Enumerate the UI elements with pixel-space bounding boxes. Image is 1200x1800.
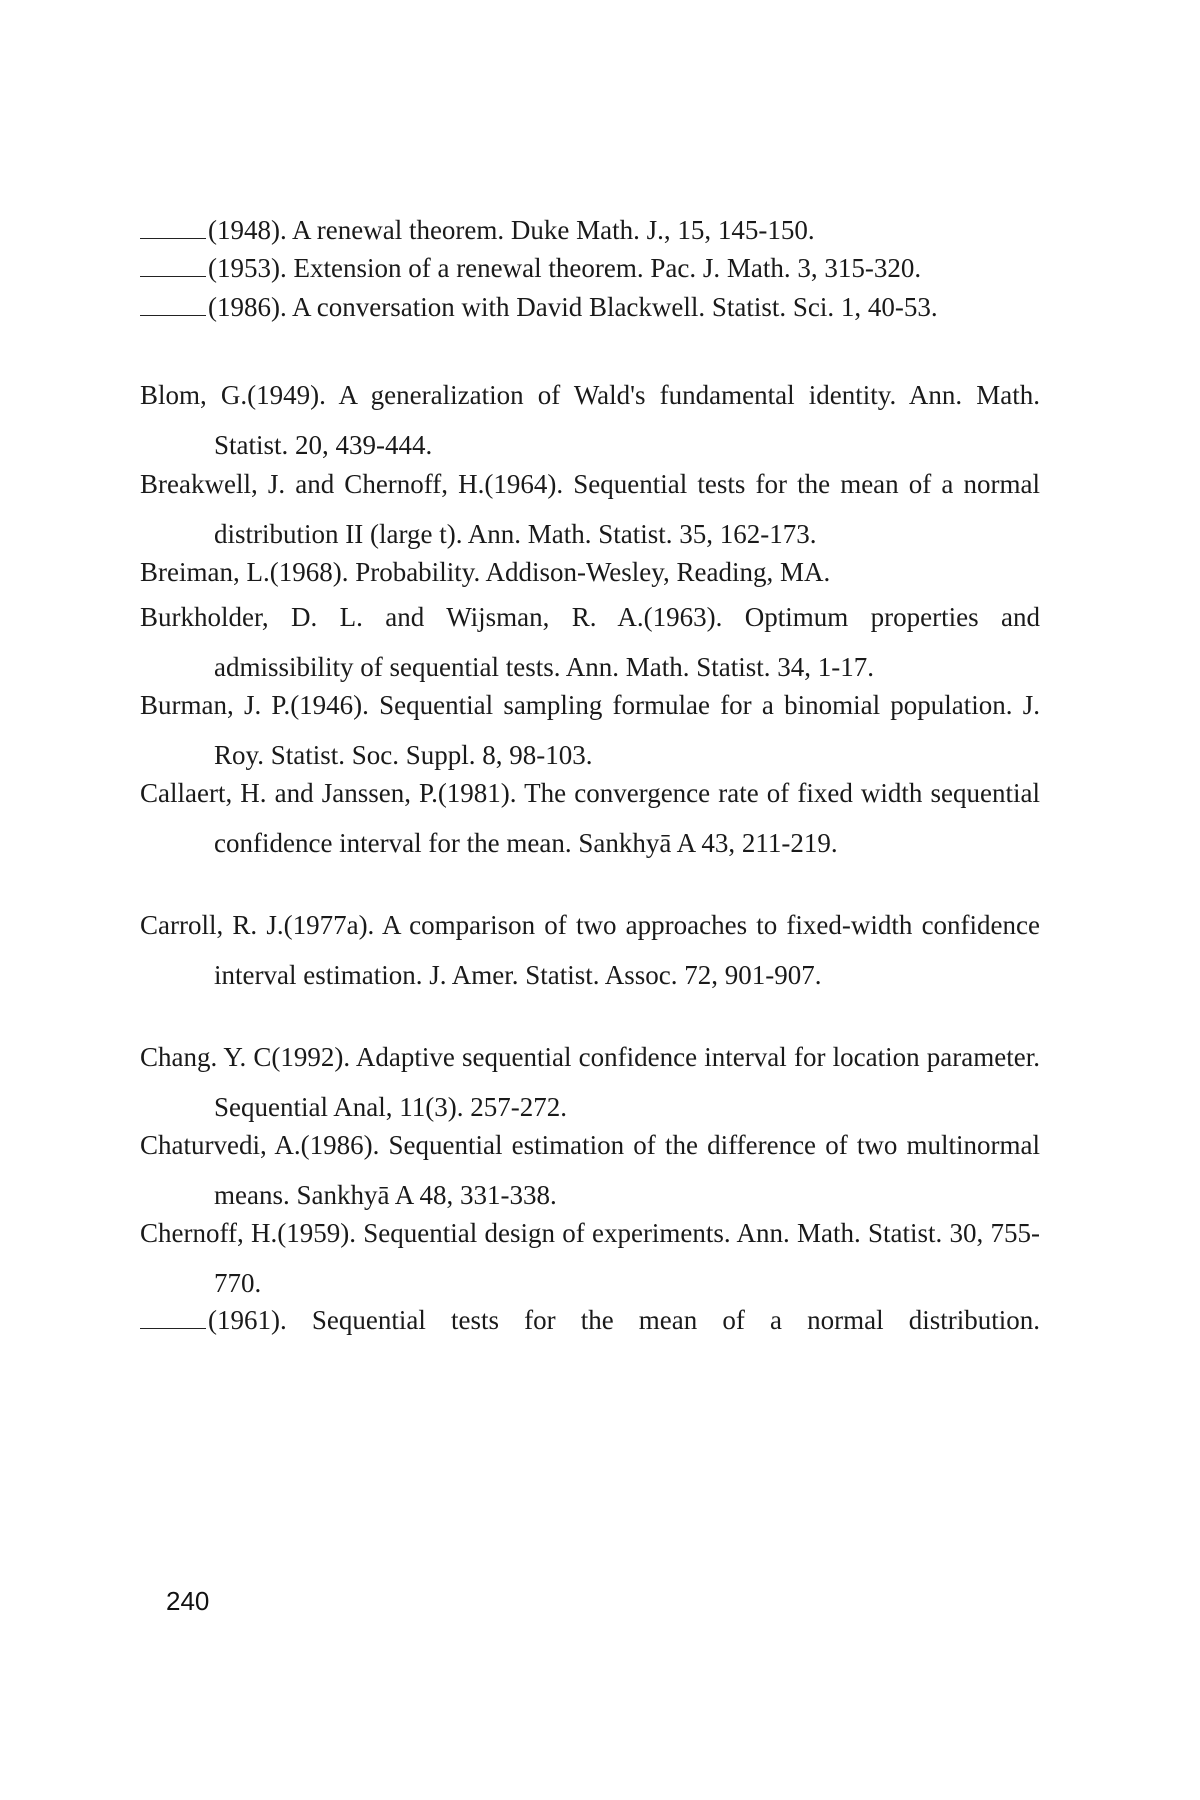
reference-entry [140,370,1040,470]
page-number: 240 [166,1586,210,1616]
reference-entry [140,900,1040,1000]
reference-entry [140,547,1040,597]
repeat-author-rule [140,218,206,239]
reference-text: Chang. Y. C(1992). Adaptive sequential confidence interval for location parameter. Sequential Anal, 11(3). 257-272. [140,1042,1040,1122]
reference-text: Blom, G.(1949). A generalization of Wald's fundamental identity. Ann. Math. Statist. 20, 439-444. [140,380,1040,460]
reference-text: Burkholder, D. L. and Wijsman, R. A.(1963). Optimum properties and admissibility of sequential tests. Ann. Math. Statist. 34, 1-17. [140,602,1040,682]
reference-entry [140,1032,1040,1132]
reference-entry [140,1120,1040,1220]
reference-text: Breiman, L.(1968). Probability. Addison-Wesley, Reading, MA. [140,557,831,587]
reference-entry [140,282,1040,332]
reference-text: (1961). Sequential tests for the mean of a normal distribution. [208,1305,1040,1335]
reference-text: (1948). A renewal theorem. Duke Math. J., 15, 145-150. [208,215,815,245]
repeat-author-rule [140,295,206,316]
reference-text: Breakwell, J. and Chernoff, H.(1964). Sequential tests for the mean of a normal distribution II (large t). Ann. Math. Statist. 35, 162-173. [140,469,1040,549]
reference-entry [140,680,1040,780]
reference-entry [140,1295,1040,1345]
reference-text: (1986). A conversation with David Blackwell. Statist. Sci. 1, 40-53. [208,292,938,322]
reference-entry [140,1208,1040,1308]
repeat-author-rule [140,256,206,277]
reference-text: Carroll, R. J.(1977a). A comparison of two approaches to fixed-width confidence interval estimation. J. Amer. Statist. Assoc. 72, 901-907. [140,910,1040,990]
repeat-author-rule [140,1308,206,1329]
reference-text: Burman, J. P.(1946). Sequential sampling formulae for a binomial population. J. Roy. Statist. Soc. Suppl. 8, 98-103. [140,690,1040,770]
reference-entry [140,459,1040,559]
reference-text: Callaert, H. and Janssen, P.(1981). The convergence rate of fixed width sequential confidence interval for the mean. Sankhyā A 43, 211-219. [140,778,1040,858]
reference-text: (1953). Extension of a renewal theorem. Pac. J. Math. 3, 315-320. [208,253,922,283]
reference-entry [140,592,1040,692]
reference-text: Chaturvedi, A.(1986). Sequential estimation of the difference of two multinormal means. Sankhyā A 48, 331-338. [140,1130,1040,1210]
reference-entry [140,768,1040,868]
reference-text: Chernoff, H.(1959). Sequential design of experiments. Ann. Math. Statist. 30, 755-770. [140,1218,1040,1298]
